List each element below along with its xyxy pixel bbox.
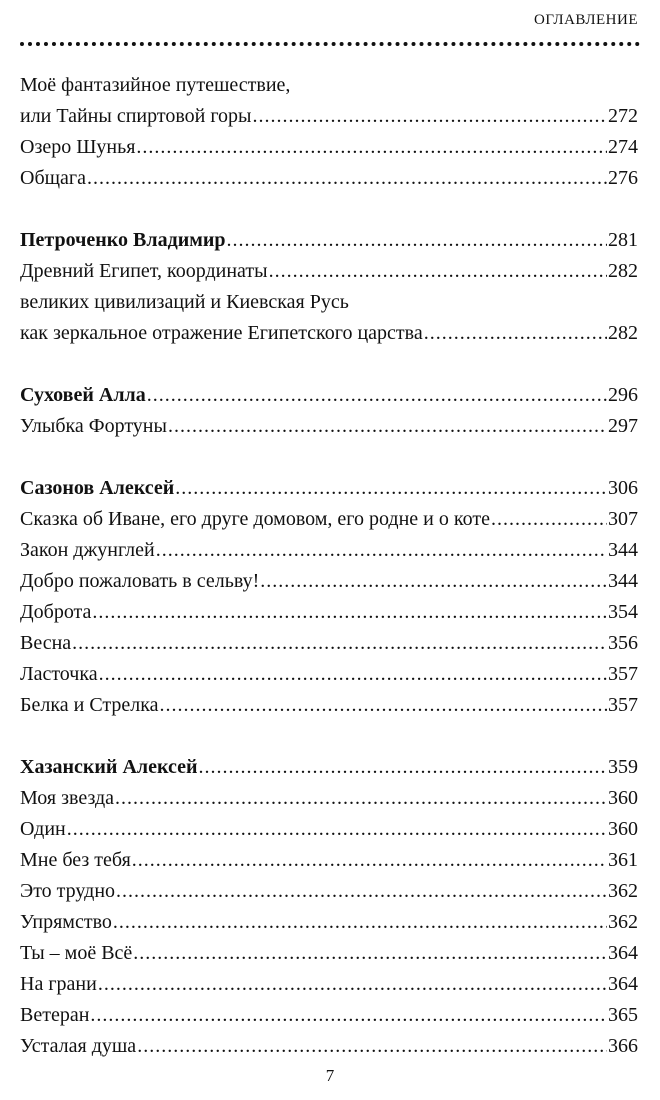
entry-page-number: 297 [608, 415, 638, 437]
entry-title: Ветеран [20, 1004, 90, 1026]
dot-leader [90, 1000, 607, 1031]
entry-title: На грани [20, 973, 97, 995]
entry-title: Мне без тебя [20, 849, 131, 871]
entry-title: Это трудно [20, 880, 116, 902]
dot-leader [168, 411, 607, 442]
toc-entry [20, 318, 638, 349]
entry-page-number: 274 [608, 136, 638, 158]
dot-leader [199, 752, 607, 783]
dot-leader [160, 690, 607, 721]
entry-page-number: 354 [608, 601, 638, 623]
dot-leader [132, 845, 607, 876]
entry-page-number: 272 [608, 105, 638, 127]
dot-leader [72, 628, 607, 659]
toc-entry [20, 411, 638, 442]
toc-entry [20, 969, 638, 1000]
section-gap [20, 442, 638, 473]
toc-entry [20, 876, 638, 907]
dot-leader [136, 132, 607, 163]
author-name: Петроченко Владимир [20, 229, 226, 251]
toc-entry [20, 659, 638, 690]
entry-page-number: 307 [608, 508, 638, 530]
entry-page-number: 356 [608, 632, 638, 654]
author-name: Суховей Алла [20, 384, 146, 406]
entry-title: Упрямство [20, 911, 112, 933]
dot-leader [113, 907, 607, 938]
dot-leader [67, 814, 607, 845]
toc-author-entry [20, 752, 638, 783]
entry-page-number: 364 [608, 973, 638, 995]
dot-leader [92, 597, 607, 628]
entry-title: Общага [20, 167, 86, 189]
toc-entry [20, 814, 638, 845]
toc-entry [20, 287, 638, 318]
dot-leader [175, 473, 607, 504]
dot-leader [269, 256, 607, 287]
section-gap [20, 349, 638, 380]
entry-page-number: 344 [608, 539, 638, 561]
entry-page-number: 361 [608, 849, 638, 871]
entry-title: Моя звезда [20, 787, 115, 809]
entry-page-number: 364 [608, 942, 638, 964]
entry-title: Усталая душа [20, 1035, 137, 1057]
toc-entry [20, 628, 638, 659]
entry-title: Ты – моё Всё [20, 942, 133, 964]
entry-title: великих цивилизаций и Киевская Русь [20, 291, 349, 313]
entry-title: как зеркальное отражение Египетского царства [20, 322, 423, 344]
entry-title: Улыбка Фортуны [20, 415, 167, 437]
toc-entry [20, 1031, 638, 1062]
entry-page-number: 360 [608, 818, 638, 840]
toc-entry [20, 597, 638, 628]
entry-title: Древний Египет, координаты [20, 260, 268, 282]
dot-leader [491, 504, 607, 535]
toc-entry [20, 70, 638, 101]
toc-entry [20, 783, 638, 814]
entry-title: Весна [20, 632, 72, 654]
entry-title: Один [20, 818, 66, 840]
entry-page-number: 359 [608, 756, 638, 778]
toc-entry [20, 101, 638, 132]
dot-leader [98, 969, 607, 1000]
toc-entry [20, 690, 638, 721]
dot-leader [156, 535, 607, 566]
entry-title: или Тайны спиртовой горы [20, 105, 252, 127]
toc-entry [20, 163, 638, 194]
toc-entry [20, 845, 638, 876]
entry-page-number: 282 [608, 322, 638, 344]
dot-leader [99, 659, 607, 690]
entry-page-number: 357 [608, 663, 638, 685]
dot-leader [147, 380, 607, 411]
entry-page-number: 357 [608, 694, 638, 716]
page-number: 7 [325, 1066, 335, 1085]
entry-title: Ласточка [20, 663, 98, 685]
toc-entry [20, 256, 638, 287]
dot-leader [115, 783, 607, 814]
dot-leader [424, 318, 607, 349]
entry-page-number: 276 [608, 167, 638, 189]
entry-title: Моё фантазийное путешествие, [20, 74, 291, 96]
entry-page-number: 344 [608, 570, 638, 592]
dot-leader [252, 101, 607, 132]
dot-leader [87, 163, 607, 194]
toc-entry [20, 132, 638, 163]
toc-entry [20, 504, 638, 535]
toc-entry [20, 1000, 638, 1031]
entry-title: Озеро Шунья [20, 136, 136, 158]
toc-author-entry [20, 473, 638, 504]
toc-entry [20, 566, 638, 597]
entry-title: Добро пожаловать в сельву! [20, 570, 260, 592]
entry-page-number: 365 [608, 1004, 638, 1026]
section-gap [20, 194, 638, 225]
entry-page-number: 366 [608, 1035, 638, 1057]
toc-entry [20, 535, 638, 566]
entry-page-number: 360 [608, 787, 638, 809]
entry-page-number: 362 [608, 911, 638, 933]
dot-leader [227, 225, 607, 256]
entry-page-number: 281 [608, 229, 638, 251]
author-name: Сазонов Алексей [20, 477, 175, 499]
dot-leader [260, 566, 607, 597]
entry-page-number: 362 [608, 880, 638, 902]
author-name: Хазанский Алексей [20, 756, 198, 778]
dot-leader [137, 1031, 607, 1062]
entry-title: Сказка об Иване, его друге домовом, его родне и о коте [20, 508, 490, 530]
running-header: ОГЛАВЛЕНИЕ [534, 12, 638, 28]
dot-leader [133, 938, 607, 969]
entry-page-number: 306 [608, 477, 638, 499]
toc-author-entry [20, 225, 638, 256]
section-gap [20, 721, 638, 752]
header-dotted-rule [20, 42, 640, 46]
entry-title: Закон джунглей [20, 539, 155, 561]
toc-author-entry [20, 380, 638, 411]
entry-page-number: 296 [608, 384, 638, 406]
toc-entry [20, 907, 638, 938]
entry-title: Доброта [20, 601, 92, 623]
table-of-contents [20, 70, 638, 1062]
entry-title: Белка и Стрелка [20, 694, 159, 716]
entry-page-number: 282 [608, 260, 638, 282]
toc-entry [20, 938, 638, 969]
dot-leader [116, 876, 607, 907]
